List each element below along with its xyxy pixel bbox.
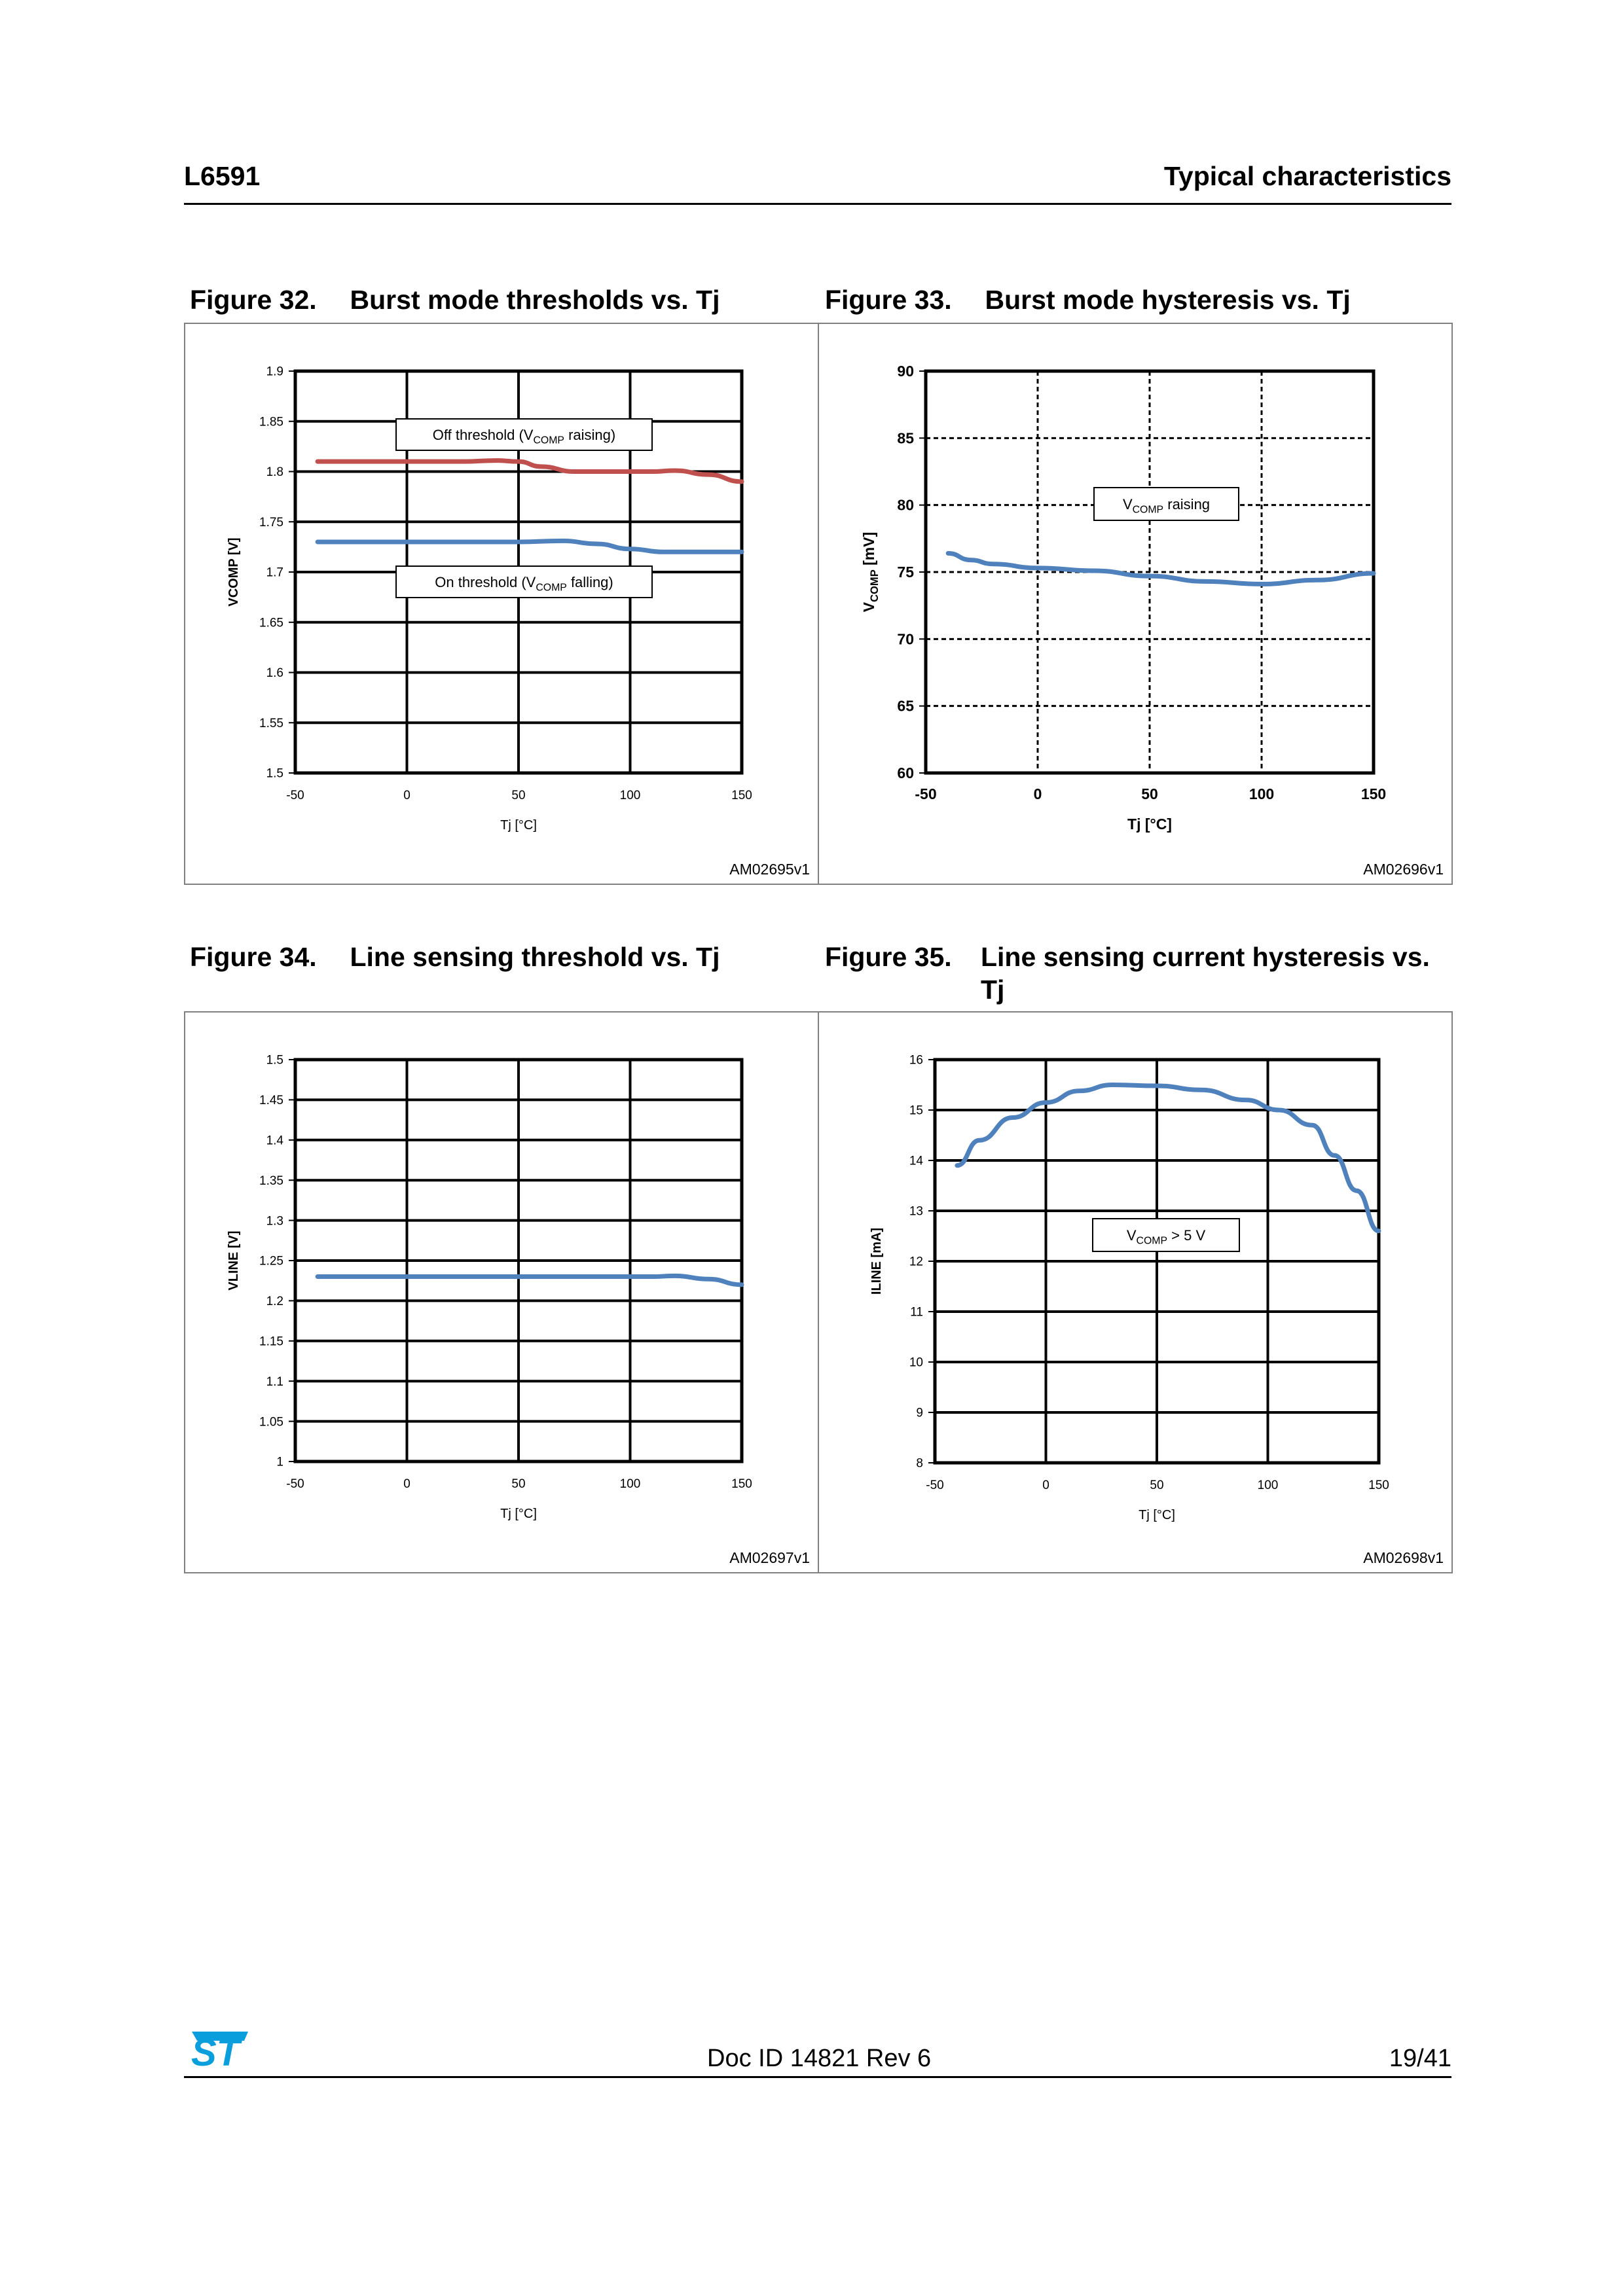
y-tick-label: 1.05 [259,1415,283,1429]
x-tick-label: 100 [1249,785,1275,802]
annotation-label: $V_{COMP}$ raising [1122,496,1211,516]
y-axis-label: ILINE [mA] [869,1227,884,1295]
y-tick-label: 1.3 [266,1214,283,1229]
x-tick-label: 150 [731,1477,752,1491]
annotation-label: $V_{COMP} > 5$ V [1126,1227,1206,1247]
figure-34-ref: AM02697v1 [729,1549,810,1566]
footer-rule [184,2076,1451,2078]
figure-33-chart [819,324,1451,884]
series-line [318,1276,742,1285]
st-logo-text: ST [191,2032,240,2071]
figure-35-number: Figure 35. [825,942,952,972]
y-tick-label: 12 [909,1255,923,1269]
figure-34-chart [185,1013,818,1572]
y-tick-label: 80 [897,496,914,514]
y-tick-label: 1.5 [266,1053,283,1067]
figure-32-caption [190,283,720,316]
y-tick-label: 13 [909,1204,923,1219]
x-axis-label: Tj [°C] [1127,816,1172,833]
figure-33-ref: AM02696v1 [1363,861,1444,878]
page-number: 19/41 [1389,2045,1451,2072]
y-tick-label: 1 [276,1455,283,1469]
y-tick-label: 1.55 [259,716,283,730]
y-tick-label: 16 [909,1053,923,1067]
series-line [957,1085,1379,1231]
y-tick-label: 85 [897,429,914,447]
y-tick-label: 1.5 [266,766,283,781]
x-tick-label: 0 [403,1477,410,1491]
y-axis-label: VLINE [V] [227,1230,241,1291]
y-tick-label: 1.45 [259,1094,283,1108]
figure-33-number: Figure 33. [825,285,952,315]
x-tick-label: 50 [1141,785,1158,802]
x-tick-label: 150 [731,789,752,802]
series-line [318,541,742,552]
y-tick-label: 1.4 [266,1134,283,1148]
x-tick-label: 100 [1257,1479,1279,1492]
st-logo-icon [184,2029,249,2071]
x-tick-label: 0 [403,789,410,802]
x-tick-label: 150 [1360,785,1387,802]
annotation-label: On threshold ($V_{COMP}$ falling) [435,574,613,594]
y-axis-label: VCOMP [V] [227,537,241,607]
figure-32-title: Burst mode thresholds vs. Tj [350,285,720,315]
y-tick-label: 14 [909,1154,923,1168]
x-axis-label: Tj [°C] [500,1507,537,1521]
x-tick-label: 100 [619,1477,641,1491]
y-tick-label: 1.75 [259,515,283,529]
figure-32-chart [185,324,818,884]
y-tick-label: 9 [916,1406,923,1420]
y-tick-label: 65 [897,697,914,715]
section-title: Typical characteristics [1163,161,1451,191]
figure-35-caption [825,941,1453,1006]
y-tick-label: 1.6 [266,666,283,681]
x-tick-label: 0 [1033,785,1042,802]
figure-34-number: Figure 34. [190,942,317,972]
x-tick-label: 150 [1368,1479,1389,1492]
y-tick-label: 70 [897,630,914,648]
y-tick-label: 75 [897,564,914,581]
y-tick-label: 15 [909,1103,923,1118]
doc-id: Doc ID 14821 Rev 6 [707,2045,932,2072]
x-tick-label: 50 [511,1477,526,1491]
y-tick-label: 60 [897,764,914,782]
y-tick-label: 1.65 [259,616,283,630]
y-tick-label: 1.85 [259,415,283,429]
y-tick-label: 1.8 [266,465,283,480]
x-tick-label: -50 [926,1479,944,1492]
x-tick-label: -50 [286,789,304,802]
figure-34-panel [184,1011,819,1573]
x-tick-label: -50 [286,1477,304,1491]
y-tick-label: 1.7 [266,565,283,580]
x-tick-label: 100 [619,789,641,802]
figure-35-ref: AM02698v1 [1363,1549,1444,1566]
y-tick-label: 1.9 [266,365,283,379]
figure-33-caption [825,283,1351,316]
x-tick-label: -50 [915,785,937,802]
y-tick-label: 1.1 [266,1374,283,1389]
y-axis-label: $V_{COMP}$ [mV] [860,531,881,613]
y-tick-label: 1.15 [259,1335,283,1349]
figure-35-title: Line sensing current hysteresis vs. Tj [981,942,1430,1005]
y-tick-label: 11 [910,1305,923,1319]
series-line [948,553,1374,584]
figure-34-title: Line sensing threshold vs. Tj [350,942,720,972]
y-tick-label: 90 [897,363,914,380]
figure-35-panel [818,1011,1453,1573]
y-tick-label: 1.2 [266,1295,283,1309]
y-tick-label: 10 [909,1355,923,1370]
x-tick-label: 50 [511,789,526,802]
x-tick-label: 0 [1042,1479,1049,1492]
figure-35-chart [819,1013,1451,1572]
annotation-label: Off threshold ($V_{COMP}$ raising) [432,427,616,446]
header-rule [184,203,1451,205]
figure-34-caption [190,941,720,973]
x-axis-label: Tj [°C] [1139,1508,1175,1522]
y-tick-label: 8 [916,1456,923,1471]
figure-33-title: Burst mode hysteresis vs. Tj [985,285,1351,315]
x-tick-label: 50 [1150,1479,1164,1492]
figure-32-panel [184,323,819,885]
figure-32-number: Figure 32. [190,285,317,315]
st-logo [184,2029,249,2074]
figure-33-panel [818,323,1453,885]
x-axis-label: Tj [°C] [500,818,537,833]
doc-name: L6591 [184,161,261,191]
figure-32-ref: AM02695v1 [729,861,810,878]
y-tick-label: 1.25 [259,1254,283,1268]
y-tick-label: 1.35 [259,1174,283,1188]
